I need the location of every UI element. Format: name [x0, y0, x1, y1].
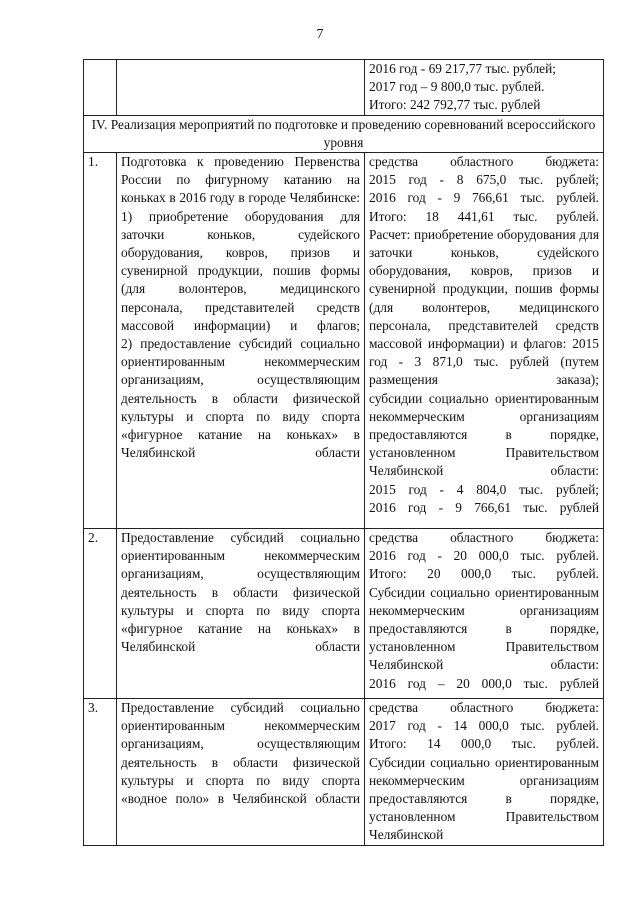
table-row [84, 153, 604, 529]
empty-cell [84, 60, 117, 116]
funding-description: средства областного бюджета: 2015 год - 8 675,0 тыс. рублей; 2016 год - 9 766,61 тыс. рублей. Итого: 18 441,61 тыс. рублей. Расчет: приобретение оборудования для заточки коньков, судейского оборудования, ковров, призов и сувенирной продукции, пошив формы (для волонтеров, медицинского персонала, представителей средств массовой информации) и флагов: 2015 год - 3 871,0 тыс. рублей (путем размещения заказа); субсидии социально ориентированным некоммерческим организациям предоставляются в порядке, установленном Правительством Челябинской области: 2015 год - 4 804,0 тыс. рублей; 2016 год - 9 766,61 тыс. рублей [365, 153, 604, 529]
page-number: 7 [316, 27, 324, 42]
measures-table [83, 59, 604, 846]
funding-description: средства областного бюджета: 2016 год - 20 000,0 тыс. рублей. Итого: 20 000,0 тыс. рублей. Субсидии социально ориентированным некоммерческим организациям предоставляются в порядке, установленном Правительством Челябинской области: 2016 год – 20 000,0 тыс. рублей [365, 529, 604, 699]
row-number: 2. [84, 529, 117, 699]
section-title: IV. Реализация мероприятий по подготовке и проведению соревнований всероссийского уровня [84, 115, 604, 152]
measure-description: Предоставление субсидий социально ориентированным некоммерческим организациям, осуществляющим деятельность в области физической культуры и спорта по виду спорта «водное поло» в Челябинской области [117, 699, 365, 846]
measure-description: Предоставление субсидий социально ориентированным некоммерческим организациям, осуществляющим деятельность в области физической культуры и спорта по виду спорта «фигурное катание на коньках» в Челябинской области [117, 529, 365, 699]
section-header-row [84, 115, 604, 152]
continuation-row [84, 60, 604, 116]
row-number: 1. [84, 153, 117, 529]
measure-description: Подготовка к проведению Первенства России по фигурному катанию на коньках в 2016 году в городе Челябинске: 1) приобретение оборудования для заточки коньков, судейского оборудования, ковров, призов и сувенирной продукции, пошив формы (для волонтеров, медицинского персонала, представителей средств массовой информации) и флагов; 2) предоставление субсидий социально ориентированным некоммерческим организациям, осуществляющим деятельность в области физической культуры и спорта по виду спорта «фигурное катание на коньках» в Челябинской области [117, 153, 365, 529]
row-number: 3. [84, 699, 117, 846]
table-row [84, 699, 604, 846]
funding-description: средства областного бюджета: 2017 год - 14 000,0 тыс. рублей. Итого: 14 000,0 тыс. рублей. Субсидии социально ориентированным некоммерческим организациям предоставляются в порядке, установленном Правительством Челябинской [365, 699, 604, 846]
empty-cell [117, 60, 365, 116]
table-row [84, 529, 604, 699]
funding-totals-cell: 2016 год - 69 217,77 тыс. рублей; 2017 год – 9 800,0 тыс. рублей. Итого: 242 792,77 тыс. рублей [365, 60, 604, 116]
